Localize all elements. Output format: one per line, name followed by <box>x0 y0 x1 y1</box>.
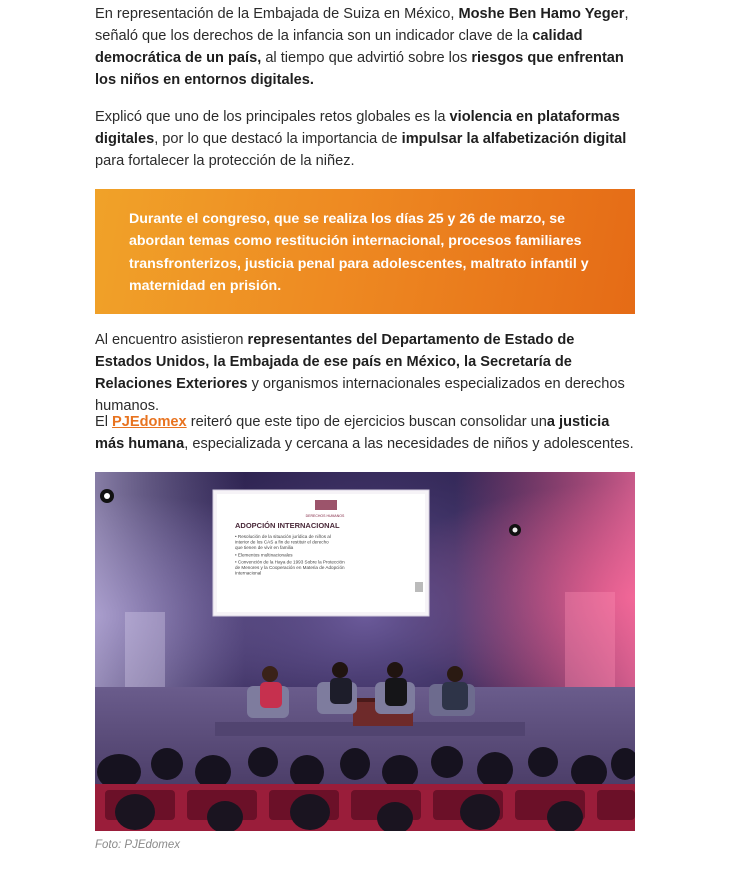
slide-bullet-line-0: • Resolución de la situación jurídica de niños al <box>235 534 331 539</box>
paragraph-pjedomex <box>95 411 635 455</box>
slide-bullet-line-2: de Menores y la Cooperación en Materia de Adopción <box>235 565 345 570</box>
bold-text: calidad democrática de un país, <box>95 28 583 66</box>
slide-bullet-line-0: interior de los CAS a fin de restituir el derecho <box>235 539 329 545</box>
event-photo-illustration <box>95 472 635 831</box>
slide-bullet-line-2: Internacional <box>235 570 262 576</box>
slide-bullet-line-2: • Convención de la Haya de 1993 Sobre la Protección <box>235 559 345 565</box>
paragraph-embassy <box>95 3 635 91</box>
bold-text: violencia en plataformas digitales <box>95 109 620 147</box>
slide-bullet-line-1: • Elementos multinacionales <box>235 552 293 558</box>
bold-text: impulsar la alfabetización digital <box>401 131 627 147</box>
bold-text: a justicia más humana <box>95 414 610 452</box>
photo-caption: Foto: PJEdomex <box>95 839 181 851</box>
text: En representación de la Embajada de Suiza en México, <box>95 6 459 22</box>
text: , señaló que los derechos de la infancia son un indicador clave de la <box>95 6 629 44</box>
highlight-callout <box>95 189 635 314</box>
bold-text: representantes del Departamento de Estado de Estados Unidos, la Embajada de ese país en México, la Secretaría de Relaciones Exteriores <box>95 332 575 392</box>
text: Al encuentro asistieron <box>95 332 248 348</box>
text: y organismos internacionales especializados en derechos humanos. <box>95 376 625 414</box>
pjedomex-link[interactable]: PJEdomex <box>112 414 187 430</box>
text: , especializada y cercana a las necesidades de niños y adolescentes. <box>184 436 634 452</box>
slide-title: ADOPCIÓN INTERNACIONAL <box>235 521 340 530</box>
text: El <box>95 414 113 430</box>
text: al tiempo que advirtió sobre los <box>261 50 472 66</box>
event-photo <box>95 472 635 831</box>
paragraph-digital-violence <box>95 106 635 172</box>
text: reiteró que este tipo de ejercicios buscan consolidar un <box>186 414 547 430</box>
slide-bullet-line-0: que tienen de vivir en familia <box>235 545 294 551</box>
paragraph-attendees <box>95 329 635 417</box>
text: para fortalecer la protección de la niñez. <box>95 153 355 169</box>
text: Explicó que uno de los principales retos globales es la <box>95 109 450 125</box>
text: , por lo que destacó la importancia de <box>154 131 402 147</box>
bold-text: Moshe Ben Hamo Yeger <box>458 6 625 22</box>
slide-header: DERECHOS HUMANOS <box>305 514 345 518</box>
callout-text: Durante el congreso, que se realiza los días 25 y 26 de marzo, se abordan temas como restitución internacional, procesos familiares transfronterizos, justicia penal para adolescentes, maltrato infantil y maternidad en prisión. <box>129 211 589 295</box>
bold-text: riesgos que enfrentan los niños en entornos digitales. <box>95 50 624 88</box>
